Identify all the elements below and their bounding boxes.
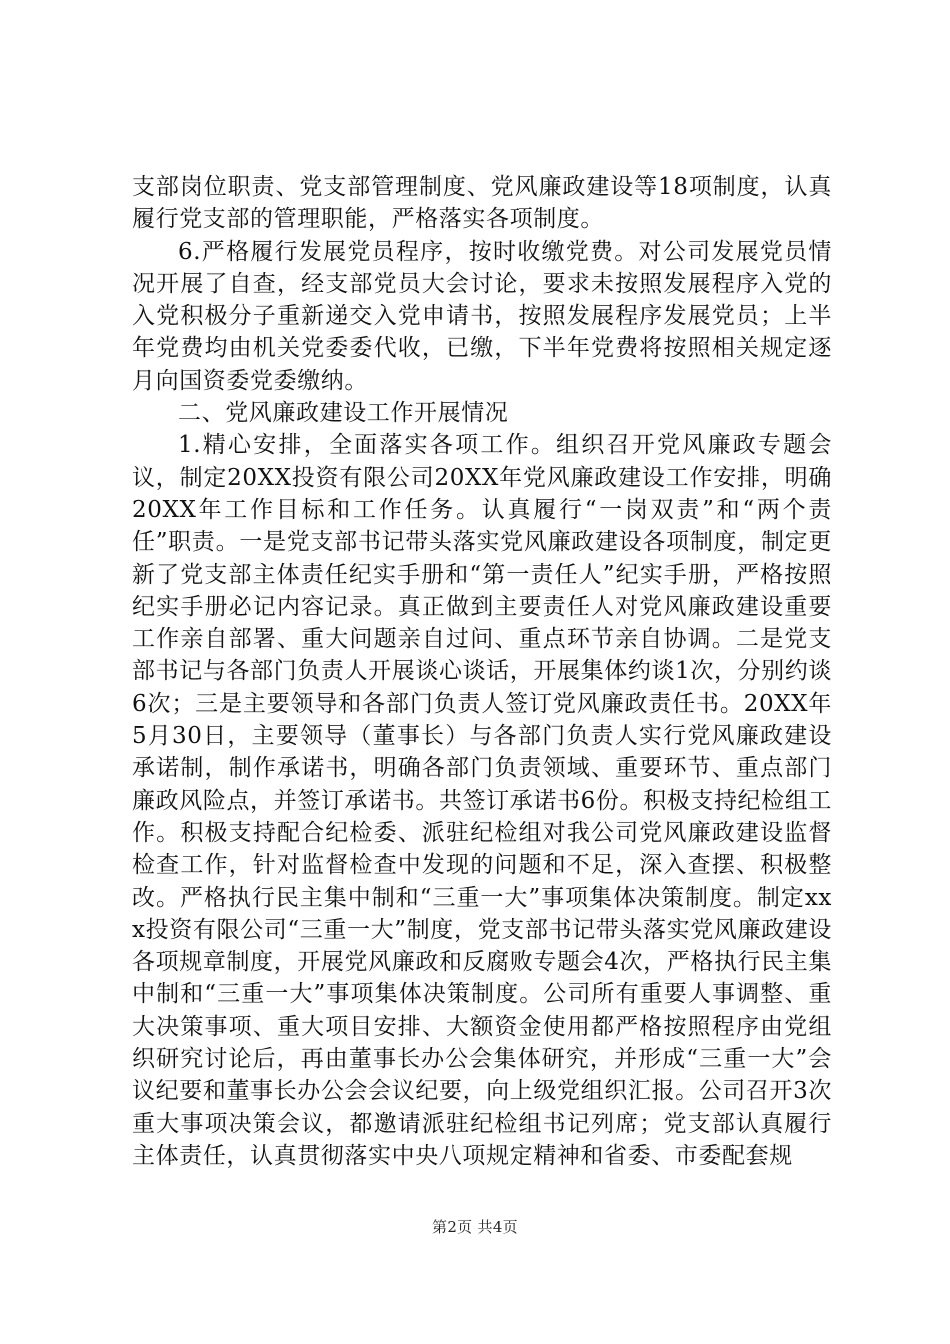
- page-number-footer: 第2页 共4页: [432, 1218, 518, 1236]
- paragraph-careful-arrangement: 1.精心安排，全面落实各项工作。组织召开党风廉政专题会议，制定20XX投资有限公司20XX年党风廉政建设工作安排，明确20XX年工作目标和工作任务。认真履行“一岗双责”和“两个责任”职责。一是党支部书记带头落实党风廉政建设各项制度，制定更新了党支部主体责任纪实手册和“第一责任人”纪实手册，严格按照纪实手册必记内容记录。真正做到主要责任人对党风廉政建设重要工作亲自部署、重大问题亲自过问、重点环节亲自协调。二是党支部书记与各部门负责人开展谈心谈话，开展集体约谈1次，分别约谈6次；三是主要领导和各部门负责人签订党风廉政责任书。20XX年5月30日，主要领导（董事长）与各部门负责人实行党风廉政建设承诺制，制作承诺书，明确各部门负责领域、重要环节、重点部门廉政风险点，并签订承诺书。共签订承诺书6份。积极支持纪检组工作。积极支持配合纪检委、派驻纪检组对我公司党风廉政建设监督检查工作，针对监督检查中发现的问题和不足，深入查摆、积极整改。严格执行民主集中制和“三重一大”事项集体决策制度。制定xxx投资有限公司“三重一大”制度，党支部书记带头落实党风廉政建设各项规章制度，开展党风廉政和反腐败专题会4次，严格执行民主集中制和“三重一大”事项集体决策制度。公司所有重要人事调整、重大决策事项、重大项目安排、大额资金使用都严格按照程序由党组织研究讨论后，再由董事长办公会集体研究，并形成“三重一大”会议纪要和董事长办公会会议纪要，向上级党组织汇报。公司召开3次重大事项决策会议，都邀请派驻纪检组书记列席；党支部认真履行主体责任，认真贯彻落实中央八项规定精神和省委、市委配套规: [132, 432, 832, 1169]
- paragraph-continued-regulations: 支部岗位职责、党支部管理制度、党风廉政建设等18项制度，认真履行党支部的管理职能，严格落实各项制度。: [132, 174, 832, 233]
- section-heading-integrity-work: 二、党风廉政建设工作开展情况: [178, 400, 509, 427]
- paragraph-party-member-development: 6.严格履行发展党员程序，按时收缴党费。对公司发展党员情况开展了自查，经支部党员大会讨论，要求未按照发展程序入党的入党积极分子重新递交入党申请书，按照发展程序发展党员；上半年党费均由机关党委委代收，已缴，下半年党费将按照相关规定逐月向国资委党委缴纳。: [132, 238, 832, 394]
- document-body: [132, 171, 832, 1172]
